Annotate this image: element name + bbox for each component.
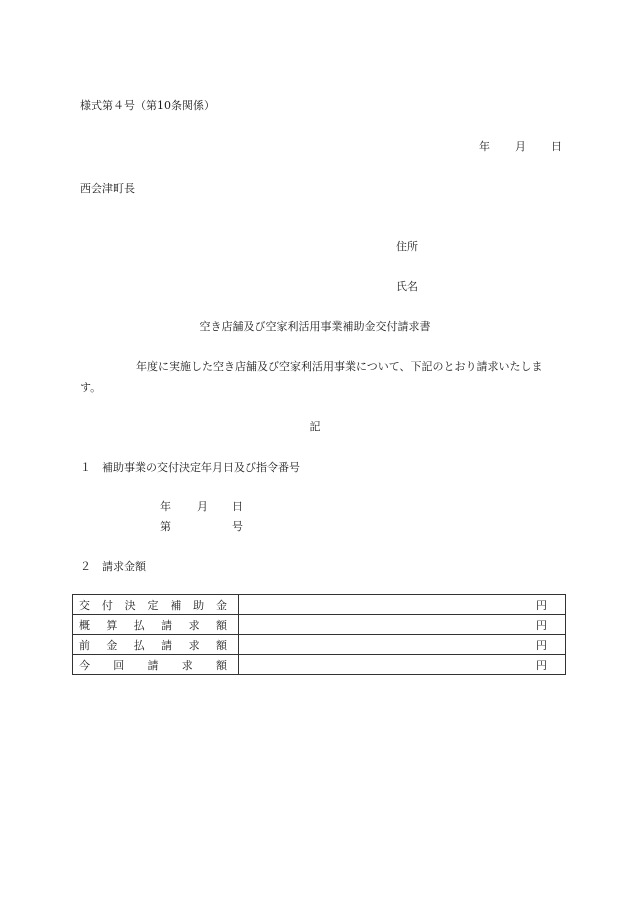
- date-year: 年: [479, 140, 490, 153]
- section-1-title: 補助事業の交付決定年月日及び指令番号: [102, 461, 300, 474]
- label-char: 概: [79, 618, 90, 632]
- order-suffix: 号: [232, 520, 243, 533]
- label-char: 助: [193, 598, 205, 612]
- name-label: 氏名: [396, 280, 418, 293]
- label-char: 金: [106, 638, 118, 652]
- decision-month: 月: [197, 500, 208, 513]
- order-prefix: 第: [160, 520, 171, 533]
- label-char: 求: [188, 638, 200, 652]
- label-char: 額: [216, 658, 227, 672]
- section-2-heading: [80, 558, 146, 574]
- label-char: 補: [170, 598, 182, 612]
- decision-day: 日: [232, 500, 243, 513]
- label-char: 払: [133, 618, 145, 632]
- label-char: 回: [113, 658, 125, 672]
- section-2-title: 請求金額: [102, 560, 146, 573]
- label-char: 求: [188, 618, 200, 632]
- label-char: 付: [101, 598, 113, 612]
- order-number: [160, 518, 243, 534]
- amount-row-label: [73, 615, 239, 635]
- label-char: 算: [106, 618, 118, 632]
- label-char: 請: [147, 658, 159, 672]
- amount-row-value[interactable]: 円: [239, 655, 566, 675]
- amount-row: [73, 595, 566, 615]
- document-title: 空き店舗及び空家利活用事業補助金交付請求書: [199, 320, 431, 333]
- amount-table: [72, 594, 566, 675]
- amount-row-value[interactable]: 円: [239, 615, 566, 635]
- label-char: 定: [147, 598, 159, 612]
- section-2-number: ２: [80, 560, 91, 573]
- label-char: 今: [79, 658, 90, 672]
- address-label: 住所: [396, 240, 418, 253]
- addressee: 西会津町長: [80, 182, 135, 195]
- amount-row: [73, 635, 566, 655]
- amount-row: [73, 615, 566, 635]
- label-char: 前: [79, 638, 90, 652]
- submission-date: [479, 138, 562, 154]
- section-1-number: １: [80, 461, 91, 474]
- label-char: 決: [124, 598, 136, 612]
- decision-year: 年: [160, 500, 171, 513]
- decision-date: [160, 498, 243, 514]
- label-char: 交: [79, 598, 90, 612]
- amount-row-label: [73, 635, 239, 655]
- form-number: 様式第４号（第10条関係）: [80, 99, 215, 112]
- amount-row-value[interactable]: 円: [239, 635, 566, 655]
- date-month: 月: [515, 140, 526, 153]
- date-day: 日: [551, 140, 562, 153]
- label-char: 金: [215, 598, 227, 612]
- label-char: 額: [215, 638, 227, 652]
- amount-row: [73, 655, 566, 675]
- amount-row-value[interactable]: 円: [239, 595, 566, 615]
- label-char: 請: [161, 618, 173, 632]
- label-char: 払: [133, 638, 145, 652]
- body-text: 年度に実施した空き店舗及び空家利活用事業について、下記のとおり請求いたします。: [80, 360, 543, 394]
- amount-row-label: [73, 655, 239, 675]
- ki-marker: 記: [309, 420, 321, 433]
- amount-row-label: [73, 595, 239, 615]
- label-char: 請: [161, 638, 173, 652]
- section-1-heading: [80, 459, 300, 475]
- label-char: 額: [215, 618, 227, 632]
- label-char: 求: [181, 658, 193, 672]
